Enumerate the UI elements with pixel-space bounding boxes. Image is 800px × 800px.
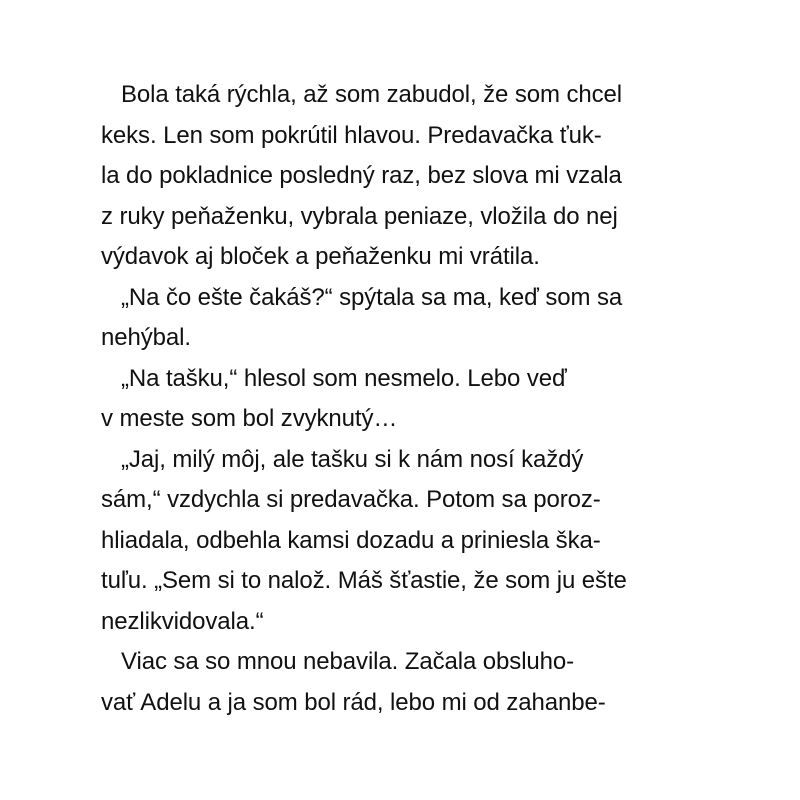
text-line: Bola taká rýchla, až som zabudol, že som chcel <box>121 81 622 108</box>
text-line: tuľu. „Sem si to nalož. Máš šťastie, že som ju ešte <box>101 567 627 594</box>
text-line: „Jaj, milý môj, ale tašku si k nám nosí každý <box>121 445 584 473</box>
text-line: hliadala, odbehla kamsi dozadu a priniesla ška- <box>101 526 601 554</box>
text-line: Viac sa so mnou nebavila. Začala obsluho- <box>121 648 575 675</box>
text-line: keks. Len som pokrútil hlavou. Predavačka ťuk- <box>101 121 602 149</box>
text-line: la do pokladnice posledný raz, bez slova mi vzala <box>101 162 622 189</box>
text-line: z ruky peňaženku, vybrala peniaze, vložila do nej <box>101 202 618 230</box>
text-line: v meste som bol zvyknutý… <box>101 405 398 432</box>
text-line: nehýbal. <box>101 324 191 351</box>
text-line: „Na tašku,“ hlesol som nesmelo. Lebo veď <box>121 364 567 392</box>
body-text <box>101 75 721 723</box>
text-line: výdavok aj bloček a peňaženku mi vrátila. <box>101 243 540 270</box>
text-line: nezlikvidovala.“ <box>101 607 264 635</box>
text-line: sám,“ vzdychla si predavačka. Potom sa poroz- <box>101 486 601 513</box>
text-line: vať Adelu a ja som bol rád, lebo mi od zahanbe- <box>101 688 606 716</box>
text-line: „Na čo ešte čakáš?“ spýtala sa ma, keď som sa <box>121 283 623 311</box>
